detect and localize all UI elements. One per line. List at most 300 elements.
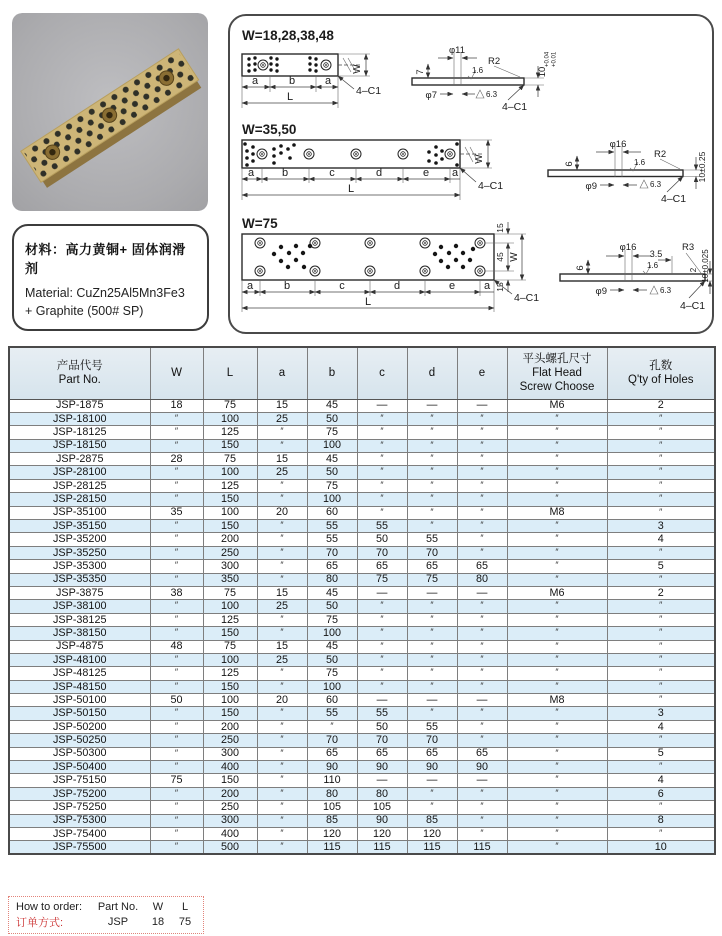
table-cell: ″ (407, 493, 457, 506)
table-cell: 38 (150, 586, 203, 599)
table-cell: ″ (150, 828, 203, 841)
table-cell: ″ (257, 439, 307, 452)
table-cell: 150 (203, 680, 257, 693)
header-part-no (9, 347, 150, 399)
header-screw (507, 347, 607, 399)
table-cell: ″ (357, 412, 407, 425)
table-cell: 65 (307, 747, 357, 760)
table-cell: ″ (150, 720, 203, 733)
table-cell: 100 (307, 680, 357, 693)
section-chamfer-label: 4–C1 (502, 101, 528, 113)
header-part-zh: 产品代号 (56, 360, 103, 373)
table-row (9, 560, 715, 573)
table-cell: ″ (357, 600, 407, 613)
table-cell: ″ (457, 653, 507, 666)
header-b: b (307, 347, 357, 399)
table-cell: JSP-50400 (9, 761, 150, 774)
table-cell: ″ (407, 426, 457, 439)
table-cell: ″ (407, 707, 457, 720)
table-cell: 70 (407, 546, 457, 559)
table-cell: JSP-75250 (9, 801, 150, 814)
table-cell: ″ (607, 453, 715, 466)
table-cell: ″ (357, 506, 407, 519)
section-depth: 6 (575, 265, 586, 271)
table-cell: ″ (257, 627, 307, 640)
table-cell: JSP-75200 (9, 787, 150, 800)
table-cell: ″ (150, 560, 203, 573)
table-cell: 25 (257, 466, 307, 479)
table-row (9, 506, 715, 519)
table-cell: ″ (150, 520, 203, 533)
table-cell: ″ (407, 801, 457, 814)
table-cell: ″ (407, 439, 457, 452)
table-cell: ″ (150, 814, 203, 827)
length-dimensions (242, 75, 338, 108)
table-cell: JSP-18100 (9, 412, 150, 425)
table-cell: 250 (203, 801, 257, 814)
table-cell: ″ (257, 828, 307, 841)
table-cell: 90 (357, 761, 407, 774)
dim-15-top: 15 (495, 223, 505, 233)
drawing-w18-48 (230, 26, 712, 122)
table-cell: ″ (507, 640, 607, 653)
table-row (9, 667, 715, 680)
table-cell: ″ (607, 627, 715, 640)
table-row (9, 586, 715, 599)
product-photo (12, 13, 208, 211)
table-cell: ″ (150, 761, 203, 774)
section-edge-3-5: 3.5 (649, 249, 663, 259)
table-row (9, 533, 715, 546)
table-cell: 100 (203, 412, 257, 425)
table-cell: ″ (507, 479, 607, 492)
table-cell: ″ (457, 412, 507, 425)
table-cell: JSP-1875 (9, 399, 150, 412)
order-table (14, 899, 198, 930)
table-cell: 75 (203, 453, 257, 466)
table-cell: 100 (307, 493, 357, 506)
table-row (9, 841, 715, 854)
table-cell: 150 (203, 707, 257, 720)
cross-section (560, 242, 712, 312)
table-cell: 35 (150, 506, 203, 519)
table-cell: 100 (203, 653, 257, 666)
table-cell: 75 (307, 479, 357, 492)
dim-L: L (364, 296, 372, 308)
table-cell: ″ (607, 667, 715, 680)
table-cell: 400 (203, 828, 257, 841)
table-cell: 50 (357, 533, 407, 546)
table-cell: ″ (507, 787, 607, 800)
table-cell: 2 (607, 399, 715, 412)
table-cell: ″ (507, 653, 607, 666)
table-cell: 75 (203, 399, 257, 412)
table-cell: ″ (257, 841, 307, 854)
table-cell: 90 (357, 814, 407, 827)
table-cell: 50 (307, 412, 357, 425)
table-cell: ″ (507, 841, 607, 854)
table-cell: ″ (150, 707, 203, 720)
table-cell: 55 (407, 720, 457, 733)
material-line-zh: 材料：高力黄铜+ 固体润滑剂 (25, 242, 186, 276)
table-cell: — (357, 774, 407, 787)
table-cell: ″ (407, 667, 457, 680)
table-cell: ″ (457, 667, 507, 680)
table-row (9, 613, 715, 626)
table-cell: ″ (607, 613, 715, 626)
dim-L: L (286, 91, 294, 103)
table-cell: ″ (507, 627, 607, 640)
cross-section (548, 139, 707, 205)
table-cell: 60 (307, 694, 357, 707)
table-cell: 55 (407, 533, 457, 546)
dim-a1: a (247, 167, 255, 179)
table-cell: 70 (357, 546, 407, 559)
material-line-en1: Material: CuZn25Al5Mn3Fe3 (25, 286, 185, 300)
table-cell: JSP-38100 (9, 600, 150, 613)
table-cell: 120 (407, 828, 457, 841)
material-line-en2: + Graphite (500# SP) (25, 304, 144, 319)
finish-top: 1.6 (472, 66, 484, 75)
section-depth: 7 (415, 69, 426, 75)
table-cell: 4 (607, 720, 715, 733)
table-cell: ″ (457, 734, 507, 747)
spec-table-body (9, 399, 715, 854)
table-cell: ″ (457, 439, 507, 452)
table-cell: ″ (407, 506, 457, 519)
table-cell: 115 (407, 841, 457, 854)
table-cell: 150 (203, 520, 257, 533)
table-cell: 65 (407, 560, 457, 573)
chamfer-label: 4–C1 (356, 85, 382, 97)
table-cell: 10 (607, 841, 715, 854)
table-cell: ″ (457, 814, 507, 827)
drawings-panel (228, 14, 714, 334)
table-cell: 75 (307, 613, 357, 626)
table-cell: ″ (257, 560, 307, 573)
spec-table (8, 346, 716, 855)
table-cell: ″ (150, 801, 203, 814)
dim-15-bottom: 15 (495, 282, 505, 292)
table-cell: ″ (507, 546, 607, 559)
order-w-value: 18 (151, 916, 165, 928)
table-cell: JSP-48125 (9, 667, 150, 680)
table-cell: ″ (607, 412, 715, 425)
table-cell: JSP-50300 (9, 747, 150, 760)
table-cell: 65 (357, 560, 407, 573)
table-cell: 25 (257, 412, 307, 425)
table-cell: ″ (457, 627, 507, 640)
table-cell: 300 (203, 747, 257, 760)
table-cell: ″ (257, 493, 307, 506)
drawing-title: W=75 (242, 216, 278, 231)
table-row (9, 573, 715, 586)
table-cell: 50 (307, 466, 357, 479)
table-cell: JSP-75500 (9, 841, 150, 854)
table-cell: 120 (357, 828, 407, 841)
finish-bottom: 6.3 (660, 286, 672, 295)
dim-d: d (393, 280, 401, 292)
table-cell: JSP-18150 (9, 439, 150, 452)
table-cell: — (357, 586, 407, 599)
table-cell: ″ (457, 546, 507, 559)
table-cell: — (357, 399, 407, 412)
section-bottom-diameter: φ7 (425, 90, 437, 101)
table-cell: 75 (203, 586, 257, 599)
table-cell: 125 (203, 613, 257, 626)
table-cell: 3 (607, 520, 715, 533)
table-row (9, 399, 715, 412)
table-cell: 45 (307, 640, 357, 653)
table-cell: 50 (307, 653, 357, 666)
table-cell: 20 (257, 506, 307, 519)
length-dimensions (242, 167, 460, 200)
finish-bottom: 6.3 (650, 180, 662, 189)
header-qty-en: Q'ty of Holes (628, 374, 694, 387)
table-cell: ″ (150, 479, 203, 492)
table-cell: ″ (607, 734, 715, 747)
table-cell: ″ (407, 627, 457, 640)
dim-e: e (448, 280, 456, 292)
table-cell: JSP-48100 (9, 653, 150, 666)
table-cell: ″ (507, 667, 607, 680)
table-cell: ″ (457, 787, 507, 800)
table-cell: 75 (357, 573, 407, 586)
table-cell: ″ (507, 520, 607, 533)
dim-a1: a (251, 75, 259, 87)
table-row (9, 774, 715, 787)
table-cell: 75 (307, 426, 357, 439)
table-row (9, 493, 715, 506)
table-cell: 4 (607, 533, 715, 546)
table-cell: M8 (507, 694, 607, 707)
dim-b: b (283, 280, 291, 292)
table-cell: ″ (407, 479, 457, 492)
finish-top: 1.6 (634, 158, 646, 167)
table-cell: ″ (150, 533, 203, 546)
table-cell: 25 (257, 600, 307, 613)
table-cell: JSP-75150 (9, 774, 150, 787)
table-cell: 5 (607, 747, 715, 760)
table-cell: M6 (507, 586, 607, 599)
section-top-diameter: φ16 (619, 242, 637, 253)
drawing-title: W=18,28,38,48 (242, 28, 334, 43)
section-edge-2: 2 (689, 267, 698, 273)
spec-table-header (9, 347, 715, 399)
table-row (9, 814, 715, 827)
table-cell: 70 (407, 734, 457, 747)
table-cell: ″ (457, 707, 507, 720)
table-cell: 90 (407, 761, 457, 774)
table-row (9, 787, 715, 800)
header-e: e (457, 347, 507, 399)
table-cell: ″ (507, 828, 607, 841)
dim-w-label: W (352, 64, 363, 74)
table-cell: JSP-2875 (9, 453, 150, 466)
w-section-indicator (338, 54, 370, 76)
table-cell: 90 (457, 761, 507, 774)
table-cell: 20 (257, 694, 307, 707)
chamfer-label: 4–C1 (514, 292, 540, 304)
dim-L: L (347, 183, 355, 195)
chamfer-callout (338, 76, 381, 97)
table-cell: 45 (307, 399, 357, 412)
table-cell: 120 (307, 828, 357, 841)
table-cell: — (457, 399, 507, 412)
table-row (9, 720, 715, 733)
table-cell: 115 (307, 841, 357, 854)
table-cell: ″ (457, 613, 507, 626)
table-cell: JSP-35350 (9, 573, 150, 586)
finish-bottom: 6.3 (486, 90, 498, 99)
section-thickness: 10±0.025 (701, 249, 710, 283)
table-cell: ″ (507, 734, 607, 747)
table-cell: 80 (307, 787, 357, 800)
table-cell: ″ (150, 412, 203, 425)
order-part-label: Part No. (97, 900, 139, 913)
table-cell: ″ (607, 479, 715, 492)
table-cell: 50 (357, 720, 407, 733)
dim-45: 45 (495, 252, 505, 262)
table-cell: ″ (457, 453, 507, 466)
table-cell: — (407, 774, 457, 787)
table-cell: ″ (357, 653, 407, 666)
table-cell: ″ (607, 506, 715, 519)
table-cell: ″ (457, 801, 507, 814)
table-row (9, 520, 715, 533)
table-cell: JSP-38125 (9, 613, 150, 626)
table-cell: 150 (203, 774, 257, 787)
table-cell: 80 (457, 573, 507, 586)
table-cell: ″ (307, 720, 357, 733)
table-cell: 50 (150, 694, 203, 707)
table-cell: ″ (407, 520, 457, 533)
table-cell: 60 (307, 506, 357, 519)
table-cell: ″ (357, 439, 407, 452)
table-cell: ″ (357, 426, 407, 439)
dim-w-label: W (509, 252, 520, 262)
dim-d: d (375, 167, 383, 179)
table-cell: 85 (407, 814, 457, 827)
table-cell: 110 (307, 774, 357, 787)
table-cell: 105 (307, 801, 357, 814)
table-row (9, 546, 715, 559)
table-cell: ″ (357, 680, 407, 693)
table-cell: ″ (607, 466, 715, 479)
dim-a2: a (324, 75, 332, 87)
table-cell: JSP-35150 (9, 520, 150, 533)
order-l-value: 75 (178, 916, 192, 928)
table-cell: ″ (257, 774, 307, 787)
table-cell: 75 (150, 774, 203, 787)
table-cell: JSP-35200 (9, 533, 150, 546)
table-cell: ″ (257, 734, 307, 747)
table-cell: 75 (307, 667, 357, 680)
order-brand-value: JSP (107, 916, 129, 928)
table-cell: ″ (150, 426, 203, 439)
table-cell: ″ (150, 787, 203, 800)
table-cell: 90 (307, 761, 357, 774)
table-cell: 100 (203, 694, 257, 707)
table-cell: — (457, 586, 507, 599)
table-cell: 150 (203, 439, 257, 452)
table-cell: JSP-50250 (9, 734, 150, 747)
table-cell: — (407, 586, 457, 599)
table-cell: JSP-50150 (9, 707, 150, 720)
table-cell: ″ (257, 667, 307, 680)
table-cell: ″ (507, 680, 607, 693)
table-cell: ″ (457, 493, 507, 506)
order-how-label: How to order: (16, 900, 83, 913)
table-cell: ″ (507, 426, 607, 439)
table-cell: ″ (257, 573, 307, 586)
section-radius: R3 (682, 242, 695, 253)
finish-top: 1.6 (647, 261, 659, 270)
table-cell: JSP-28100 (9, 466, 150, 479)
tolerance-upper: +0.04 (544, 51, 551, 67)
table-cell: 70 (357, 734, 407, 747)
table-cell: 100 (203, 600, 257, 613)
table-cell: 115 (357, 841, 407, 854)
table-cell: 28 (150, 453, 203, 466)
table-cell: ″ (257, 761, 307, 774)
section-bottom-diameter: φ9 (585, 181, 597, 192)
header-qty (607, 347, 715, 399)
table-row (9, 828, 715, 841)
table-cell: ″ (407, 787, 457, 800)
table-cell: M6 (507, 399, 607, 412)
table-cell: ″ (150, 653, 203, 666)
table-row (9, 426, 715, 439)
table-cell: 80 (357, 787, 407, 800)
table-cell: ″ (507, 761, 607, 774)
dim-c: c (339, 280, 345, 292)
table-cell: ″ (150, 546, 203, 559)
table-cell: 80 (307, 573, 357, 586)
header-l: L (203, 347, 257, 399)
table-cell: JSP-35100 (9, 506, 150, 519)
table-cell: 105 (357, 801, 407, 814)
table-row (9, 747, 715, 760)
table-cell: ″ (150, 734, 203, 747)
table-cell: 65 (307, 560, 357, 573)
table-cell: ″ (257, 747, 307, 760)
table-cell: 65 (357, 747, 407, 760)
table-cell: 300 (203, 560, 257, 573)
table-cell: JSP-4875 (9, 640, 150, 653)
table-cell: ″ (357, 479, 407, 492)
drawing-w35-50 (230, 122, 712, 216)
header-d: d (407, 347, 457, 399)
table-cell: 70 (307, 546, 357, 559)
table-cell: 18 (150, 399, 203, 412)
header-w: W (150, 347, 203, 399)
table-cell: ″ (507, 493, 607, 506)
table-cell: 125 (203, 426, 257, 439)
table-cell: 55 (357, 707, 407, 720)
product-photo-image (12, 13, 208, 211)
dim-a2: a (483, 280, 491, 292)
table-cell: ″ (150, 600, 203, 613)
table-cell: ″ (457, 506, 507, 519)
table-cell: ″ (607, 426, 715, 439)
table-cell: JSP-35300 (9, 560, 150, 573)
table-cell: JSP-3875 (9, 586, 150, 599)
header-screw-en1: Flat Head (532, 367, 582, 380)
table-cell: ″ (507, 560, 607, 573)
header-c: c (357, 347, 407, 399)
table-cell: — (457, 694, 507, 707)
